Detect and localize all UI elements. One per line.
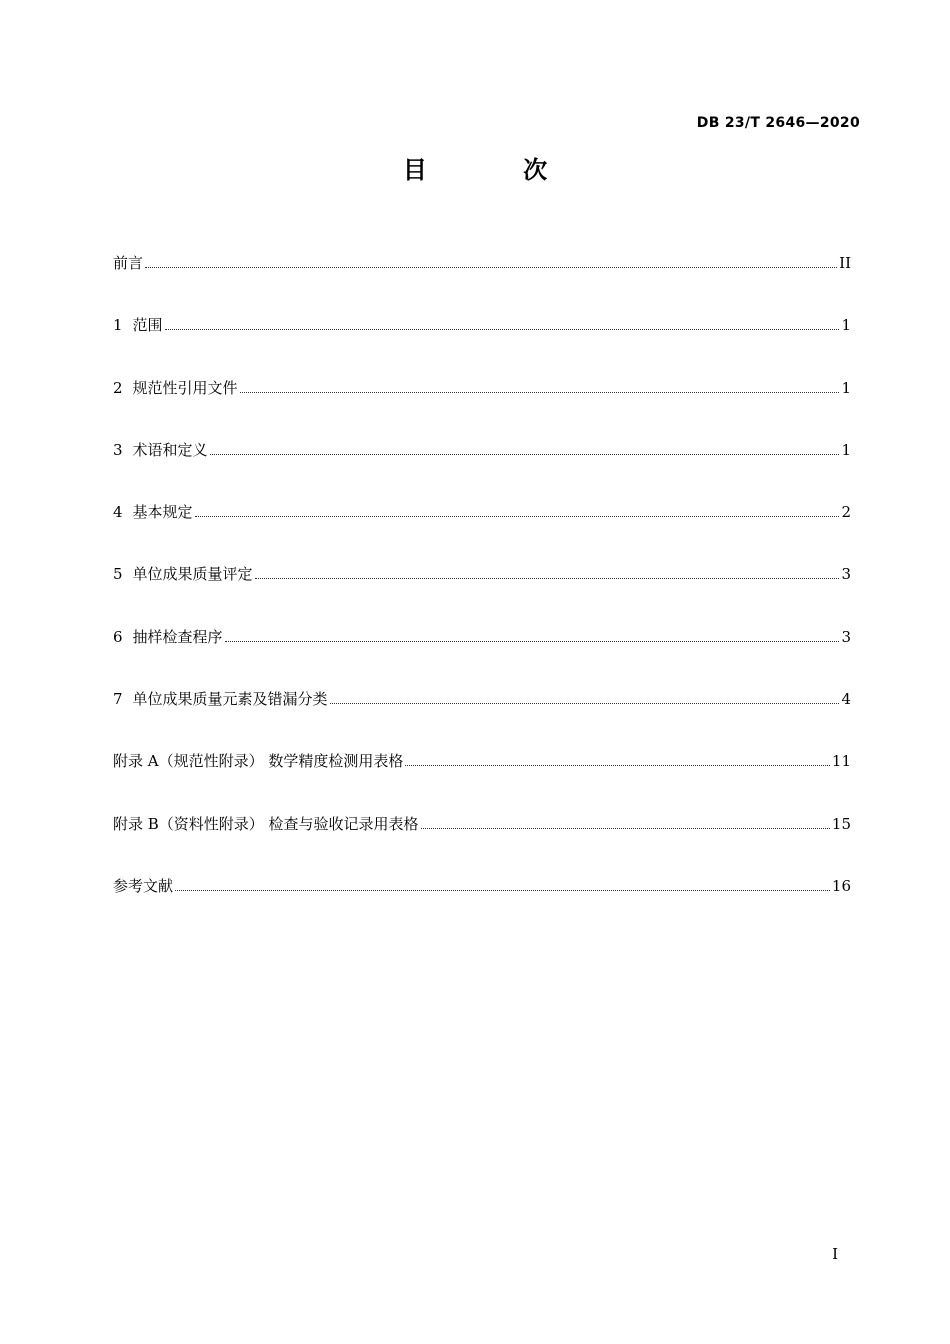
toc-leader-dots [195, 516, 840, 517]
toc-list [113, 252, 851, 937]
toc-leader-dots [405, 765, 830, 766]
toc-entry-page: 1 [841, 440, 851, 459]
toc-entry-number: 6 [113, 627, 123, 646]
toc-entry-page: 16 [831, 876, 851, 895]
standard-code: DB 23/T 2646—2020 [696, 115, 860, 131]
toc-title: 目 次 [402, 156, 592, 184]
toc-entry-page: II [839, 254, 851, 272]
toc-entry-label: 前言 [113, 254, 144, 272]
toc-entry-label: 7 单位成果质量元素及错漏分类 [113, 690, 328, 709]
toc-entry-appendix-a[interactable] [113, 750, 851, 812]
toc-entry-number: 7 [113, 690, 123, 709]
toc-entry-number: 1 [113, 316, 123, 335]
toc-entry-number: 3 [113, 440, 123, 459]
toc-entry-page: 15 [831, 814, 851, 833]
toc-entry-basic-provisions[interactable] [113, 501, 851, 563]
toc-entry-scope[interactable] [113, 314, 851, 376]
toc-entry-page: 4 [841, 690, 851, 709]
toc-entry-label: 2 规范性引用文件 [113, 378, 238, 397]
toc-entry-appendix-b[interactable] [113, 813, 851, 875]
toc-entry-label: 5 单位成果质量评定 [113, 565, 253, 584]
toc-leader-dots [240, 392, 840, 393]
page-number: I [832, 1245, 838, 1263]
toc-leader-dots [225, 641, 840, 642]
toc-leader-dots [210, 454, 840, 455]
toc-leader-dots [165, 329, 840, 330]
toc-entry-number: 4 [113, 503, 123, 522]
toc-entry-label: 附录 B（资料性附录） 检查与验收记录用表格 [113, 814, 419, 833]
toc-entry-page: 3 [841, 565, 851, 584]
toc-leader-dots [421, 828, 830, 829]
toc-entry-bibliography[interactable] [113, 875, 851, 937]
toc-entry-label: 3 术语和定义 [113, 440, 208, 459]
toc-entry-page: 1 [841, 378, 851, 397]
toc-leader-dots [145, 267, 837, 268]
toc-entry-terms-definitions[interactable] [113, 439, 851, 501]
toc-leader-dots [330, 703, 840, 704]
toc-entry-page: 11 [831, 752, 851, 771]
toc-entry-number: 5 [113, 565, 123, 584]
toc-entry-label: 1 范围 [113, 316, 163, 335]
toc-leader-dots [175, 890, 830, 891]
toc-entry-label: 参考文献 [113, 876, 174, 895]
toc-entry-page: 1 [841, 316, 851, 335]
toc-entry-label: 附录 A（规范性附录） 数学精度检测用表格 [113, 752, 404, 771]
toc-entry-foreword[interactable] [113, 252, 851, 314]
toc-entry-normative-references[interactable] [113, 377, 851, 439]
toc-entry-number: 2 [113, 378, 123, 397]
toc-entry-sampling-procedure[interactable] [113, 626, 851, 688]
toc-entry-quality-elements[interactable] [113, 688, 851, 750]
toc-leader-dots [255, 578, 840, 579]
toc-entry-page: 2 [841, 503, 851, 522]
toc-entry-label: 4 基本规定 [113, 503, 193, 522]
toc-entry-page: 3 [841, 627, 851, 646]
toc-entry-label: 6 抽样检查程序 [113, 627, 223, 646]
toc-entry-quality-assessment[interactable] [113, 563, 851, 625]
